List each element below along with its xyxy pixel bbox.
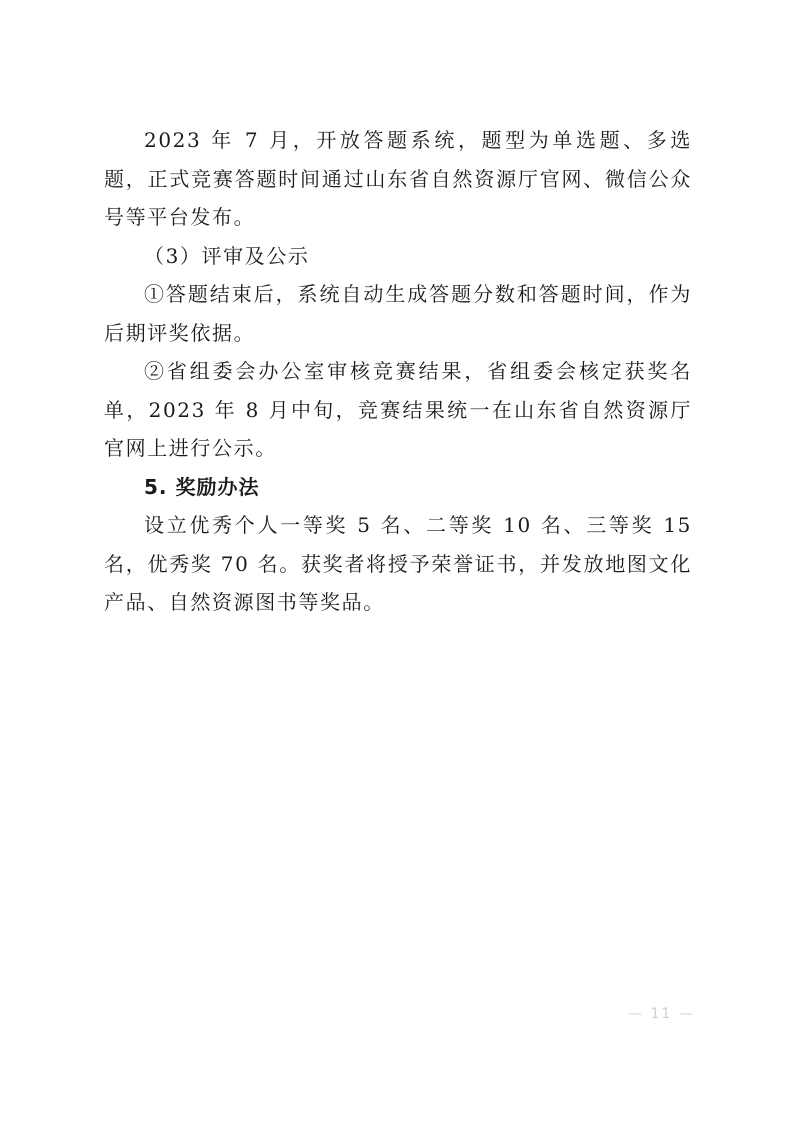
paragraph-awards: 设立优秀个人一等奖 5 名、二等奖 10 名、三等奖 15 名，优秀奖 70 名。获奖者将授予荣誉证书，并发放地图文化产品、自然资源图书等奖品。 [104,513,692,614]
paragraph-review-heading: （3）评审及公示 [144,243,310,268]
page-number: — 11 — [628,1006,695,1022]
paragraph-results-publication: ②省组委会办公室审核竞赛结果，省组委会核定获奖名单，2023 年 8 月中旬，竞赛结果统一在山东省自然资源厅官网上进行公示。 [104,359,692,460]
section-heading-awards: 5. 奖励办法 [144,474,260,499]
paragraph-answer-system: 2023 年 7 月，开放答题系统，题型为单选题、多选题，正式竞赛答题时间通过山东省自然资源厅官网、微信公众号等平台发布。 [104,128,692,229]
paragraph-scoring: ①答题结束后，系统自动生成答题分数和答题时间，作为后期评奖依据。 [104,282,692,345]
document-body [104,121,692,622]
